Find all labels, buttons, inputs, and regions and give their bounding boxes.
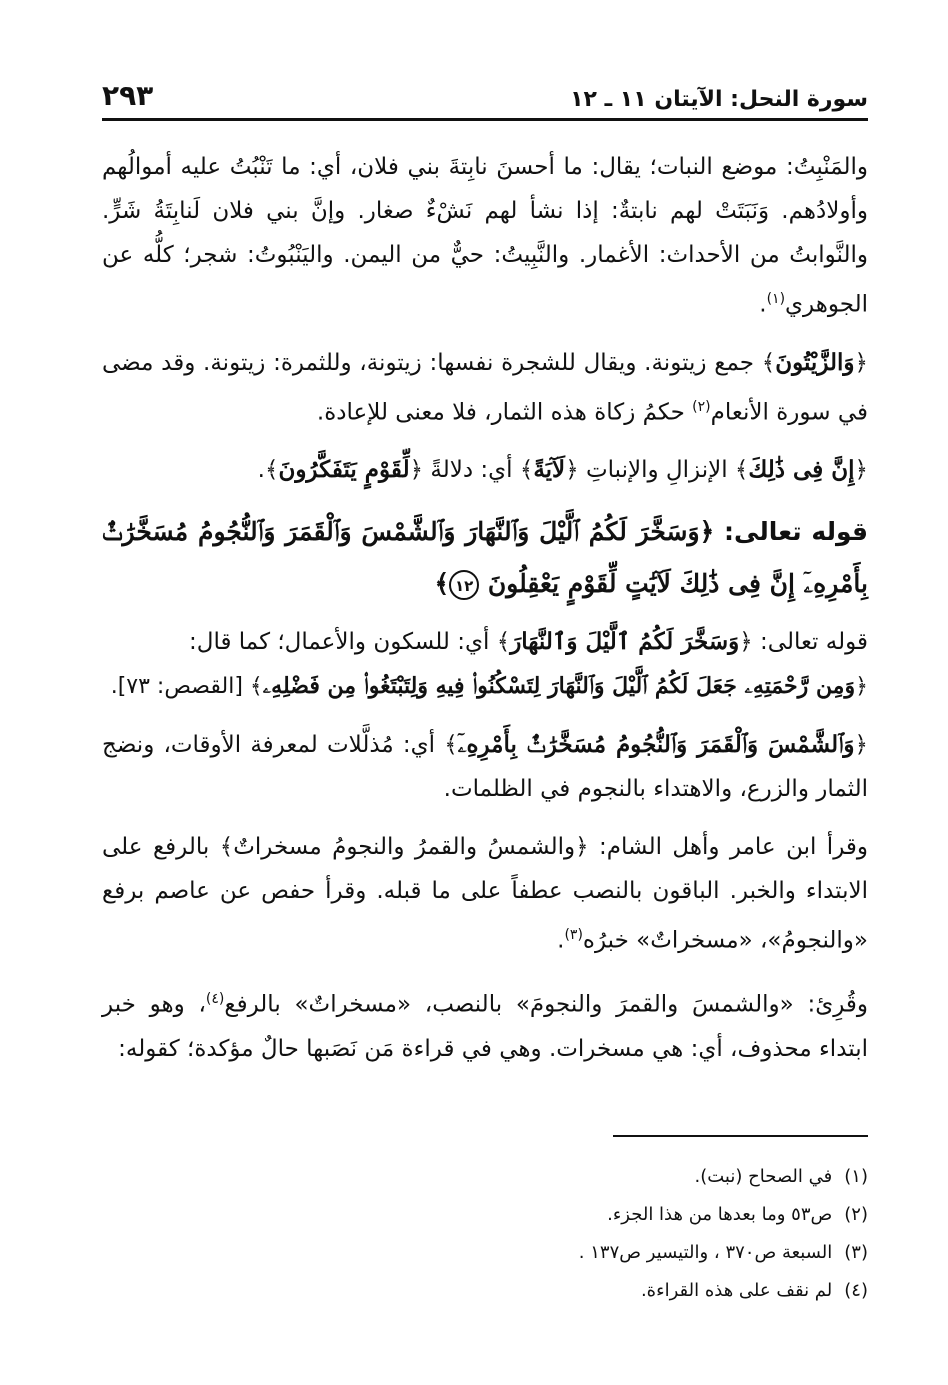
footnote-1 xyxy=(102,1158,868,1196)
footnote-number: (١) xyxy=(844,1166,868,1187)
quran-bracket-close: ﴾ xyxy=(444,732,458,759)
quran-bracket-close: ﴾ xyxy=(519,457,534,484)
verse-heading xyxy=(102,506,868,610)
quran-phrase-sun-moon: وَٱلشَّمْسَ وَٱلْقَمَرَ وَٱلنُّجُومُ مُسَخَّرَٰتٌۢ بِأَمْرِهِۦٓ xyxy=(457,731,855,759)
footnote-number: (٣) xyxy=(844,1242,868,1263)
footnote-number: (٤) xyxy=(844,1280,868,1301)
quran-bracket-open: ﴿ xyxy=(854,349,868,376)
quran-bracket-open: ﴿ xyxy=(565,457,579,484)
paragraph-3-text-b: أي: دلالةً xyxy=(423,457,520,484)
footnote-ref-1: (١) xyxy=(766,291,786,307)
quran-bracket-open: ﴿ xyxy=(739,629,753,656)
paragraph-6-text-a: وقرأ ابن عامر وأهل الشام: xyxy=(588,834,868,861)
footnote-text: السبعة ص٣٧٠ ، والتيسير ص١٣٧ . xyxy=(578,1242,833,1263)
footnotes xyxy=(102,1158,868,1310)
quran-bracket-open: ﴿ xyxy=(855,674,868,700)
footnote-ref-2: (٢) xyxy=(692,398,711,415)
quran-bracket-close: ﴾ xyxy=(264,457,279,484)
paragraph-6-end: . xyxy=(557,927,565,954)
footnote-ref-4: (٤) xyxy=(205,990,225,1007)
quran-phrase-a: إِنَّ فِى ذَٰلِكَ xyxy=(748,456,855,484)
quran-phrase-c: لِّقَوْمٍ يَتَفَكَّرُونَ xyxy=(278,456,410,484)
paragraph-3: ﴿إِنَّ فِى ذَٰلِكَ﴾ الإنزالِ والإنباتِ ﴿لَآيَةً﴾ أي: دلالةً ﴿لِّقَوْمٍ يَتَفَكَّرُونَ﴾. xyxy=(257,456,868,484)
quran-bracket-open: ﴿ xyxy=(575,834,589,861)
quran-quote-qasas: وَمِن رَّحْمَتِهِۦ جَعَلَ لَكُمُ ٱلَّيْلَ وَٱلنَّهَارَ لِتَسْكُنُوا۟ فِيهِ وَلِتَبْتَغُوا۟ مِن فَضْلِهِۦ xyxy=(262,673,856,700)
main-text xyxy=(102,145,868,1085)
quran-phrase-b: لَآيَةً xyxy=(533,456,566,484)
footnote-ref-3: (٣) xyxy=(564,927,583,944)
paragraph-2-text-b: حكمُ زكاة هذه الثمار، فلا معنى للإعادة. xyxy=(316,399,693,426)
quran-bracket-close: ﴾ xyxy=(734,457,749,484)
footnote-number: (٢) xyxy=(844,1204,868,1225)
paragraph-4-text: أي: للسكون والأعمال؛ كما قال: xyxy=(189,629,497,656)
footnote-text: في الصحاح (نبت). xyxy=(694,1166,833,1187)
quran-bracket-close: ﴾ xyxy=(496,629,511,656)
paragraph-2-text-a: جمع زيتونة. ويقال للشجرة نفسها: زيتونة، وللثمرة: زيتونة. وقد مضى في سورة الأنعام xyxy=(102,349,868,426)
footnote-2 xyxy=(102,1196,868,1234)
quran-bracket-open: ﴿ xyxy=(699,517,715,547)
paragraph-1-text: والمَنْبِتُ: موضع النبات؛ يقال: ما أحسنَ نابِتةَ بني فلان، أي: ما تَنْبُتُ عليه أموالُهم وأولادُهم. وَنَبَتَتْ لهم نابتةٌ: إذا نشأ لهم نَشْءٌ صغار. وإنَّ بني فلان لَنابِتَةُ شَرٍّ. والنَّوابتُ من الأحداث: الأغمار. والنَّبِيتُ: حيٌّ من اليمن. واليَنْبُوتُ: شجر؛ كلُّه عن الجوهري xyxy=(102,154,868,318)
footnote-text: ص٥٣ وما بعدها من هذا الجزء. xyxy=(607,1204,833,1225)
paragraph-3-text-a: الإنزالِ والإنباتِ xyxy=(578,457,735,484)
quran-bracket-open: ﴿ xyxy=(854,457,868,484)
quran-bracket-close: ﴾ xyxy=(434,569,450,599)
quran-bracket-close: ﴾ xyxy=(249,674,263,700)
paragraph-4 xyxy=(102,620,868,709)
footnote-divider xyxy=(613,1135,868,1137)
paragraph-5-text: أي: مُذلَّلات لمعرفة الأوقات، ونضج الثمار والزرع، والاهتداء بالنجوم في الظلمات. xyxy=(102,732,868,803)
paragraph-6-text-b: بالرفع على الابتداء والخبر. الباقون بالنصب عطفاً على ما قبله. وقرأ حفص عن عاصم برفع «والنجومُ»، «مسخراتٌ» خبرُه xyxy=(102,834,868,954)
footnote-text: لم نقف على هذه القراءة. xyxy=(640,1280,833,1301)
paragraph-5 xyxy=(102,723,868,811)
paragraph-7-text-a: وقُرِئ: «والشمسَ والقمرَ والنجومَ» بالنصب، «مسخراتٌ» بالرفع xyxy=(224,991,868,1018)
reading-ibn-amir: والشمسُ والقمرُ والنجومُ مسخراتٌ xyxy=(233,834,576,861)
ayah-number-marker: ١٢ xyxy=(449,570,479,600)
verse-text: وَسَخَّرَ لَكُمُ ٱلَّيْلَ وَٱلنَّهَارَ وَٱلشَّمْسَ وَٱلْقَمَرَ وَٱلنُّجُومُ مُسَخَّرَٰتٌۢ بِأَمْرِهِۦٓ إِنَّ فِى ذَٰلِكَ لَآيَٰتٍ لِّقَوْمٍ يَعْقِلُونَ xyxy=(102,517,868,599)
verse-lead: قوله تعالى: xyxy=(724,517,868,547)
footnote-4 xyxy=(102,1272,868,1310)
paragraph-2 xyxy=(102,341,868,435)
page-header xyxy=(102,70,868,121)
quran-phrase-night-day: وَسَخَّرَ لَكُمُ ٱلَّيْلَ وَٱلنَّهَارَ xyxy=(510,628,740,656)
quran-bracket-open: ﴿ xyxy=(409,457,424,484)
paragraph-6 xyxy=(102,825,868,963)
quran-bracket-open: ﴿ xyxy=(854,732,868,759)
quran-bracket-close: ﴾ xyxy=(219,834,234,861)
page-number: ٢٩٣ xyxy=(102,79,154,112)
paragraph-7-text-b: ، وهو خبر ابتداء محذوف، أي: هي مسخرات. وهي في قراءة مَن نَصَبها حالٌ مؤكدة؛ كقوله: xyxy=(102,991,868,1062)
footnote-3 xyxy=(102,1234,868,1272)
paragraph-7 xyxy=(102,977,868,1071)
quote-reference: [القصص: ٧٣]. xyxy=(110,674,250,700)
quote-line xyxy=(111,674,868,699)
quran-word-olive: وَالزَّيْتُونَ xyxy=(775,348,855,376)
quran-bracket-close: ﴾ xyxy=(761,349,776,376)
paragraph-1: والمَنْبِتُ: موضع النبات؛ يقال: ما أحسنَ نابِتةَ بني فلان، أي: ما تَنْبُتُ عليه أموالُهم وأولادُهم. وَنَبَتَتْ لهم نابتةٌ: إذا نشأ لهم نَشْءٌ صغار. وإنَّ بني فلان لَنابِتَةُ شَرٍّ. والنَّوابتُ من الأحداث: الأغمار. والنَّبِيتُ: حيٌّ من اليمن. واليَنْبُوتُ: شجر؛ كلُّه عن الجوهري$^{(١)}$. xyxy=(102,154,868,318)
running-title: سورة النحل: الآيتان ١١ ـ ١٢ xyxy=(570,87,868,112)
paragraph-4-lead: قوله تعالى: xyxy=(752,629,868,656)
